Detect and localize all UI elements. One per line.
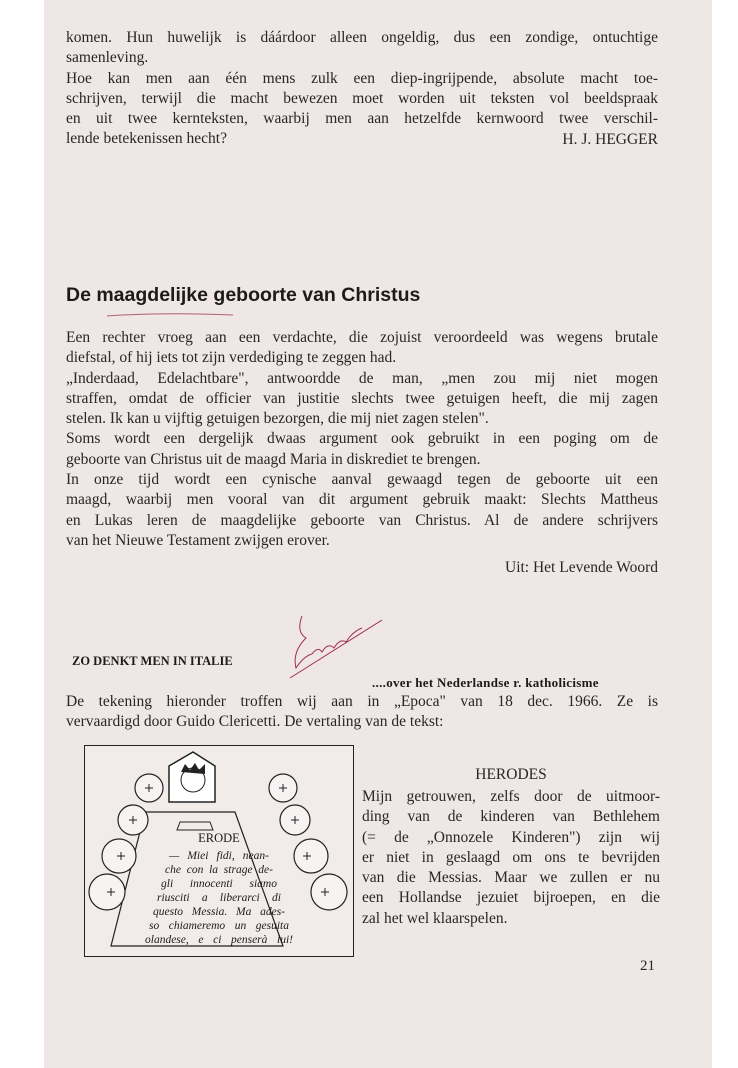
text-line: en uit twee kernteksten, waarbij men aan hetzelfde kernwoord twee verschil-: [66, 110, 658, 128]
pencil-underline: [105, 310, 235, 320]
cartoon-caption-line: olandese, e ci penserà lui!: [145, 934, 293, 946]
cartoon-caption-line: so chiameremo un gesuita: [149, 920, 289, 932]
text-line: van het Nieuwe Testament zwijgen erover.: [66, 531, 330, 549]
translation-title: HERODES: [475, 766, 547, 783]
text-line: geboorte van Christus uit de maagd Maria in diskrediet te brengen.: [66, 450, 481, 468]
author-signature: H. J. HEGGER: [562, 130, 658, 148]
text-line: In onze tijd wordt een cynische aanval gewaagd tegen de geboorte uit een: [66, 471, 658, 489]
text-line: straffen, omdat de officier van justitie slechts twee getuigen heeft, die mij zagen: [66, 389, 658, 407]
text-line: komen. Hun huwelijk is dáárdoor alleen ongeldig, dus een zondige, ontuchtige: [66, 29, 658, 46]
article-title: De maagdelijke geboorte van Christus: [66, 284, 421, 306]
text-line: Hoe kan men aan één mens zulk een diep-ingrijpende, absolute macht toe-: [66, 69, 658, 87]
cartoon-title: ERODE: [198, 831, 240, 845]
text-line: lende betekenissen hecht?: [66, 130, 227, 148]
text-line: en Lukas leren de maagdelijke geboorte van Christus. Al de andere schrijvers: [66, 511, 658, 529]
cartoon-caption-line: gli innocenti siamo: [161, 878, 277, 890]
text-line: schrijven, terwijl die macht bewezen moet worden uit teksten vol beeldspraak: [66, 89, 658, 107]
translation-text: [362, 787, 660, 929]
text-line: „Inderdaad, Edelachtbare", antwoordde de man, „men zou mij niet mogen: [66, 369, 658, 387]
text-line: een Hollandse jezuiet bijroepen, en die: [362, 889, 660, 907]
cartoon-caption-line: che con la strage de-: [165, 864, 273, 876]
text-line: Mijn getrouwen, zelfs door de uitmoor-: [362, 788, 660, 805]
cartoon-illustration: [84, 745, 354, 957]
text-line: maagd, waarbij men vooral van dit argument gebruik maakt: Slechts Mattheus: [66, 491, 658, 509]
cartoon-caption-line: riusciti a liberarci di: [157, 892, 281, 904]
text-line: er niet in geslaagd om ons te bevrijden: [362, 848, 660, 866]
intro-text: [66, 692, 658, 733]
page-number: 21: [640, 958, 655, 974]
article-body: [66, 328, 658, 551]
cartoon-caption-line: questo Messia. Ma ades-: [153, 906, 285, 918]
cartoon-caption-line: — Miei fidi, nean-: [169, 850, 269, 862]
text-line: vervaardigd door Guido Clericetti. De vertaling van de tekst:: [66, 713, 444, 731]
text-line: De tekening hieronder troffen wij aan in „Epoca" van 18 dec. 1966. Ze is: [66, 693, 658, 710]
section-subheading: ....over het Nederlandse r. katholicisme: [372, 675, 599, 690]
section-heading: ZO DENKT MEN IN ITALIE: [72, 654, 233, 668]
text-line: van die Messias. Maar we zullen er nu: [362, 869, 660, 887]
text-line: stelen. Ik kan u vijftig getuigen bezorgen, die mij niet zagen stelen".: [66, 410, 489, 428]
text-line: samenleving.: [66, 49, 149, 67]
text-line: Soms wordt een dergelijk dwaas argument ook gebruikt in een poging om de: [66, 430, 658, 448]
text-line: zal het wel klaarspelen.: [362, 909, 508, 927]
article-source: Uit: Het Levende Woord: [505, 559, 658, 576]
text-line: ding van de kinderen van Bethlehem: [362, 808, 660, 826]
text-line: (= de „Onnozele Kinderen") zijn wij: [362, 828, 660, 846]
text-line: diefstal, of hij iets tot zijn verdediging te zeggen had.: [66, 349, 397, 367]
text-line: Een rechter vroeg aan een verdachte, die zojuist veroordeeld was wegens brutale: [66, 329, 658, 346]
handwritten-annotation: [282, 612, 392, 682]
